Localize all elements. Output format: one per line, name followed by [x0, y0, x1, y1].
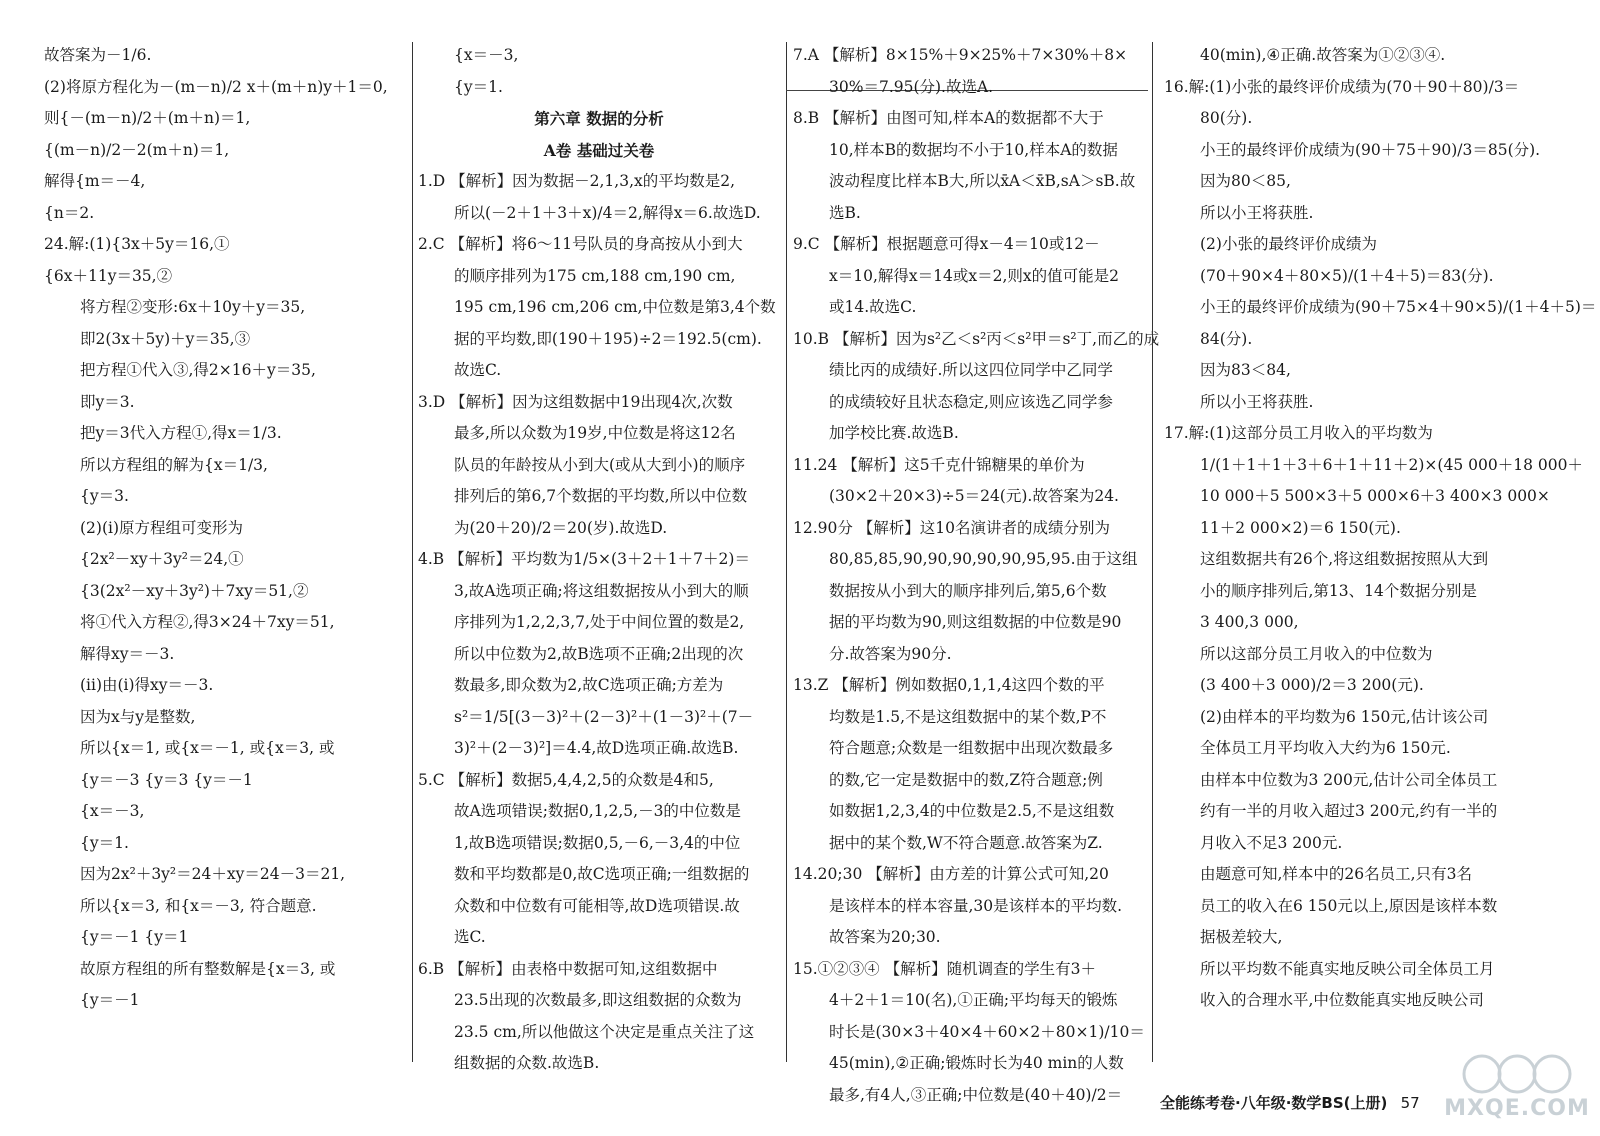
- text-line: 故答案为－1/6.: [44, 46, 152, 64]
- text-line: {3(2x²－xy＋3y²)＋7xy＝51,②: [80, 581, 309, 600]
- text-line: {y＝－3 {y＝3 {y＝－1: [80, 770, 253, 789]
- page-footer: [1160, 1088, 1580, 1118]
- text-line: (2)由样本的平均数为6 150元,估计该公司: [1200, 707, 1489, 726]
- text-line: 80,85,85,90,90,90,90,90,95,95.由于这组: [829, 550, 1138, 568]
- text-line: 23.5出现的次数最多,即这组数据的众数为: [454, 991, 742, 1009]
- book-title: 全能练考卷·八年级·数学BS(上册): [1160, 1094, 1388, 1112]
- text-line: 把y＝3代入方程①,得x＝1/3.: [80, 424, 282, 442]
- text-line: 1,故B选项错误;数据0,5,－6,－3,4的中位: [454, 833, 741, 852]
- text-line: 均数是1.5,不是这组数据中的某个数,P不: [829, 707, 1107, 726]
- text-line: 月收入不足3 200元.: [1200, 833, 1343, 852]
- text-line: 小王的最终评价成绩为(90＋75＋90)/3＝85(分).: [1200, 140, 1541, 159]
- text-line: 据的平均数,即(190＋195)÷2＝192.5(cm).: [454, 329, 762, 348]
- text-line: 最多,有4人,③正确;中位数是(40＋40)/2＝: [829, 1085, 1123, 1104]
- text-line: 的成绩较好且状态稳定,则应该选乙同学参: [829, 392, 1113, 411]
- text-line: 5.C 【解析】数据5,4,4,2,5的众数是4和5,: [418, 770, 714, 789]
- text-line: 30%＝7.95(分).故选A.: [829, 77, 994, 96]
- text-line: {2x²－xy＋3y²＝24,①: [80, 550, 244, 568]
- text-line: 小的顺序排列后,第13、14个数据分别是: [1200, 581, 1477, 600]
- text-line: 因为83＜84,: [1200, 361, 1291, 379]
- text-line: 则{－(m－n)/2＋(m＋n)＝1,: [44, 109, 251, 127]
- text-line: 84(分).: [1200, 329, 1253, 348]
- text-line: 故A选项错误;数据0,1,2,5,－3的中位数是: [454, 802, 741, 820]
- text-line: 10 000＋5 500×3＋5 000×6＋3 400×3 000×: [1200, 487, 1550, 505]
- text-line: 符合题意;众数是一组数据中出现次数最多: [829, 739, 1114, 757]
- text-line: 由题意可知,样本中的26名员工,只有3名: [1200, 865, 1472, 883]
- text-line: {y＝－1: [80, 991, 140, 1009]
- text-line: 故原方程组的所有整数解是{x＝3, 或: [80, 959, 336, 978]
- column-2: [418, 40, 780, 1080]
- text-line: 分.故答案为90分.: [829, 644, 952, 663]
- text-line: (ii)由(i)得xy＝－3.: [80, 676, 214, 694]
- text-line: 员工的收入在6 150元以上,原因是该样本数: [1200, 896, 1498, 915]
- text-line: 把方程①代入③,得2×16＋y＝35,: [80, 361, 316, 379]
- text-line: 解得{m＝－4,: [44, 172, 146, 190]
- text-line: 11.24 【解析】这5千克什锦糖果的单价为: [793, 455, 1085, 474]
- text-line: 1/(1＋1＋1＋3＋6＋1＋11＋2)×(45 000＋18 000＋: [1200, 455, 1583, 474]
- text-line: 据中的某个数,W不符合题意.故答案为Z.: [829, 833, 1103, 852]
- watermark-text: MXQE.COM: [1444, 1096, 1590, 1121]
- text-line: 因为80＜85,: [1200, 172, 1291, 190]
- text-line: 10,样本B的数据均不小于10,样本A的数据: [829, 140, 1118, 159]
- text-line: 数据按从小到大的顺序排列后,第5,6个数: [829, 581, 1107, 600]
- text-line: 如数据1,2,3,4的中位数是2.5,不是这组数: [829, 802, 1115, 820]
- text-line: {y＝3.: [80, 487, 129, 505]
- section-heading: 第六章 数据的分析: [534, 109, 664, 128]
- text-line: 2.C 【解析】将6～11号队员的身高按从小到大: [418, 235, 743, 253]
- text-line: s²＝1/5[(3－3)²＋(2－3)²＋(1－3)²＋(7－: [454, 707, 754, 726]
- text-line: 所以平均数不能真实地反映公司全体员工月: [1200, 959, 1495, 978]
- text-line: 所以小王将获胜.: [1200, 392, 1314, 411]
- column-4: [1164, 40, 1597, 1080]
- text-line: 24.解:(1){3x＋5y＝16,①: [44, 235, 230, 253]
- text-line: 15.①②③④ 【解析】随机调查的学生有3＋: [793, 959, 1096, 978]
- text-line: (3 400＋3 000)/2＝3 200(元).: [1200, 676, 1424, 694]
- text-line: 8.B 【解析】由图可知,样本A的数据都不大于: [793, 109, 1104, 127]
- text-line: 所以小王将获胜.: [1200, 203, 1314, 222]
- text-line: (2)小张的最终评价成绩为: [1200, 235, 1377, 253]
- column-3: [793, 40, 1160, 1104]
- text-line: 最多,所以众数为19岁,中位数是将这12名: [454, 424, 736, 442]
- text-line: 7.A 【解析】8×15%＋9×25%＋7×30%＋8×: [793, 46, 1128, 64]
- text-line: 即y＝3.: [80, 392, 135, 411]
- column-divider: [786, 42, 787, 1062]
- text-line: 9.C 【解析】根据题意可得x－4＝10或12－: [793, 235, 1100, 253]
- text-line: 序排列为1,2,2,3,7,处于中间位置的数是2,: [454, 613, 745, 631]
- text-line: 收入的合理水平,中位数能真实地反映公司: [1200, 991, 1484, 1009]
- page-number: 57: [1400, 1094, 1420, 1112]
- text-line: 绩比丙的成绩好.所以这四位同学中乙同学: [829, 361, 1113, 379]
- text-line: 所以这部分员工月收入的中位数为: [1200, 644, 1433, 663]
- text-line: {(m－n)/2－2(m＋n)＝1,: [44, 140, 230, 159]
- text-line: 故答案为20;30.: [829, 928, 941, 946]
- text-line: {x＝－3,: [454, 46, 519, 64]
- text-line: (2)(i)原方程组可变形为: [80, 518, 244, 537]
- text-line: 故选C.: [454, 361, 502, 379]
- text-line: 约有一半的月收入超过3 200元,约有一半的: [1200, 802, 1498, 820]
- text-line: 195 cm,196 cm,206 cm,中位数是第3,4个数: [454, 298, 776, 316]
- text-line: 40(min),④正确.故答案为①②③④.: [1200, 46, 1446, 64]
- text-line: 小王的最终评价成绩为(90＋75×4＋90×5)/(1＋4＋5)＝: [1200, 298, 1597, 316]
- text-line: {y＝－1 {y＝1: [80, 928, 189, 946]
- text-line: 14.20;30 【解析】由方差的计算公式可知,20: [793, 865, 1109, 883]
- text-line: 的顺序排列为175 cm,188 cm,190 cm,: [454, 266, 736, 285]
- text-line: 选C.: [454, 928, 486, 946]
- text-line: 所以(－2＋1＋3＋x)/4＝2,解得x＝6.故选D.: [454, 203, 761, 222]
- text-line: 3,故A选项正确;将这组数据按从小到大的顺: [454, 581, 749, 600]
- text-line: 由样本中位数为3 200元,估计公司全体员工: [1200, 770, 1498, 789]
- text-line: 所以方程组的解为{x＝1/3,: [80, 455, 268, 474]
- text-line: 选B.: [829, 203, 861, 222]
- text-line: 16.解:(1)小张的最终评价成绩为(70＋90＋80)/3＝: [1164, 77, 1520, 96]
- text-line: {n＝2.: [44, 203, 95, 222]
- text-line: 因为x与y是整数,: [80, 707, 196, 726]
- text-line: 将①代入方程②,得3×24＋7xy＝51,: [80, 613, 335, 631]
- text-line: 所以{x＝3, 和{x＝－3, 符合题意.: [80, 896, 317, 915]
- text-line: 据的平均数为90,则这组数据的中位数是90: [829, 613, 1122, 631]
- text-line: 数最多,即众数为2,故C选项正确;方差为: [454, 676, 724, 694]
- text-line: (2)将原方程化为－(m－n)/2 x＋(m＋n)y＋1＝0,: [44, 77, 388, 96]
- text-line: 波动程度比样本B大,所以x̄A＜x̄B,sA＞sB.故: [829, 172, 1136, 190]
- text-line: 众数和中位数有可能相等,故D选项错误.故: [454, 896, 740, 915]
- text-line: 10.B 【解析】因为s²乙＜s²丙＜s²甲＝s²丁,而乙的成: [793, 329, 1160, 348]
- text-line: 12.90分 【解析】这10名演讲者的成绩分别为: [793, 518, 1111, 537]
- text-line: x＝10,解得x＝14或x＝2,则x的值可能是2: [829, 266, 1119, 285]
- text-line: 加学校比赛.故选B.: [829, 424, 959, 442]
- text-line: 是该样本的样本容量,30是该样本的平均数.: [829, 896, 1123, 915]
- text-line: 所以{x＝1, 或{x＝－1, 或{x＝3, 或: [80, 739, 335, 757]
- text-line: 组数据的众数.故选B.: [454, 1054, 600, 1072]
- column-divider: [412, 42, 413, 1062]
- text-line: {x＝－3,: [80, 802, 145, 820]
- text-line: 11＋2 000×2)＝6 150(元).: [1200, 518, 1401, 537]
- text-line: 3 400,3 000,: [1200, 613, 1299, 631]
- text-line: 23.5 cm,所以他做这个决定是重点关注了这: [454, 1022, 755, 1041]
- text-line: 所以中位数为2,故B选项不正确;2出现的次: [454, 644, 744, 663]
- text-line: 据极差较大,: [1200, 928, 1283, 946]
- text-line: 全体员工月平均收入大约为6 150元.: [1200, 739, 1451, 757]
- text-line: 这组数据共有26个,将这组数据按照从大到: [1200, 550, 1489, 568]
- text-line: 因为2x²＋3y²＝24＋xy＝24－3＝21,: [80, 865, 346, 883]
- text-line: 时长是(30×3＋40×4＋60×2＋80×1)/10＝: [829, 1022, 1145, 1041]
- column-divider: [1152, 42, 1153, 1062]
- text-line: (30×2＋20×3)÷5＝24(元).故答案为24.: [829, 487, 1119, 505]
- text-line: {y＝1.: [80, 833, 129, 852]
- text-line: 45(min),②正确;锻炼时长为40 min的人数: [829, 1054, 1124, 1072]
- section-heading: A卷 基础过关卷: [543, 140, 655, 160]
- text-line: 数和平均数都是0,故C选项正确;一组数据的: [454, 865, 750, 883]
- text-line: 4＋2＋1＝10(名),①正确;平均每天的锻炼: [829, 991, 1118, 1009]
- text-line: 解得xy＝－3.: [80, 644, 175, 663]
- text-line: 排列后的第6,7个数据的平均数,所以中位数: [454, 487, 748, 505]
- text-line: 3)²＋(2－3)²]＝4.4,故D选项正确.故选B.: [454, 739, 739, 757]
- text-line: 6.B 【解析】由表格中数据可知,这组数据中: [418, 959, 718, 978]
- text-line: 13.Z 【解析】例如数据0,1,1,4这四个数的平: [793, 676, 1105, 694]
- text-line: 1.D 【解析】因为数据－2,1,3,x的平均数是2,: [418, 172, 736, 190]
- text-line: (70＋90×4＋80×5)/(1＋4＋5)＝83(分).: [1200, 266, 1494, 285]
- text-line: 队员的年龄按从小到大(或从大到小)的顺序: [454, 455, 746, 474]
- text-line: 的数,它一定是数据中的数,Z符合题意;例: [829, 770, 1103, 789]
- text-line: 17.解:(1)这部分员工月收入的平均数为: [1164, 424, 1433, 442]
- text-line: 80(分).: [1200, 109, 1253, 127]
- text-line: {6x＋11y＝35,②: [44, 266, 173, 285]
- text-line: 为(20＋20)/2＝20(岁).故选D.: [454, 518, 668, 537]
- text-line: {y＝1.: [454, 77, 503, 96]
- text-line: 3.D 【解析】因为这组数据中19出现4次,次数: [418, 392, 733, 411]
- column-1: [44, 40, 410, 1080]
- text-line: 即2(3x＋5y)＋y＝35,③: [80, 329, 251, 348]
- text-line: 4.B 【解析】平均数为1/5×(3＋2＋1＋7＋2)＝: [418, 550, 750, 568]
- text-line: 或14.故选C.: [829, 298, 917, 316]
- text-line: 将方程②变形:6x＋10y＋y＝35,: [80, 298, 306, 316]
